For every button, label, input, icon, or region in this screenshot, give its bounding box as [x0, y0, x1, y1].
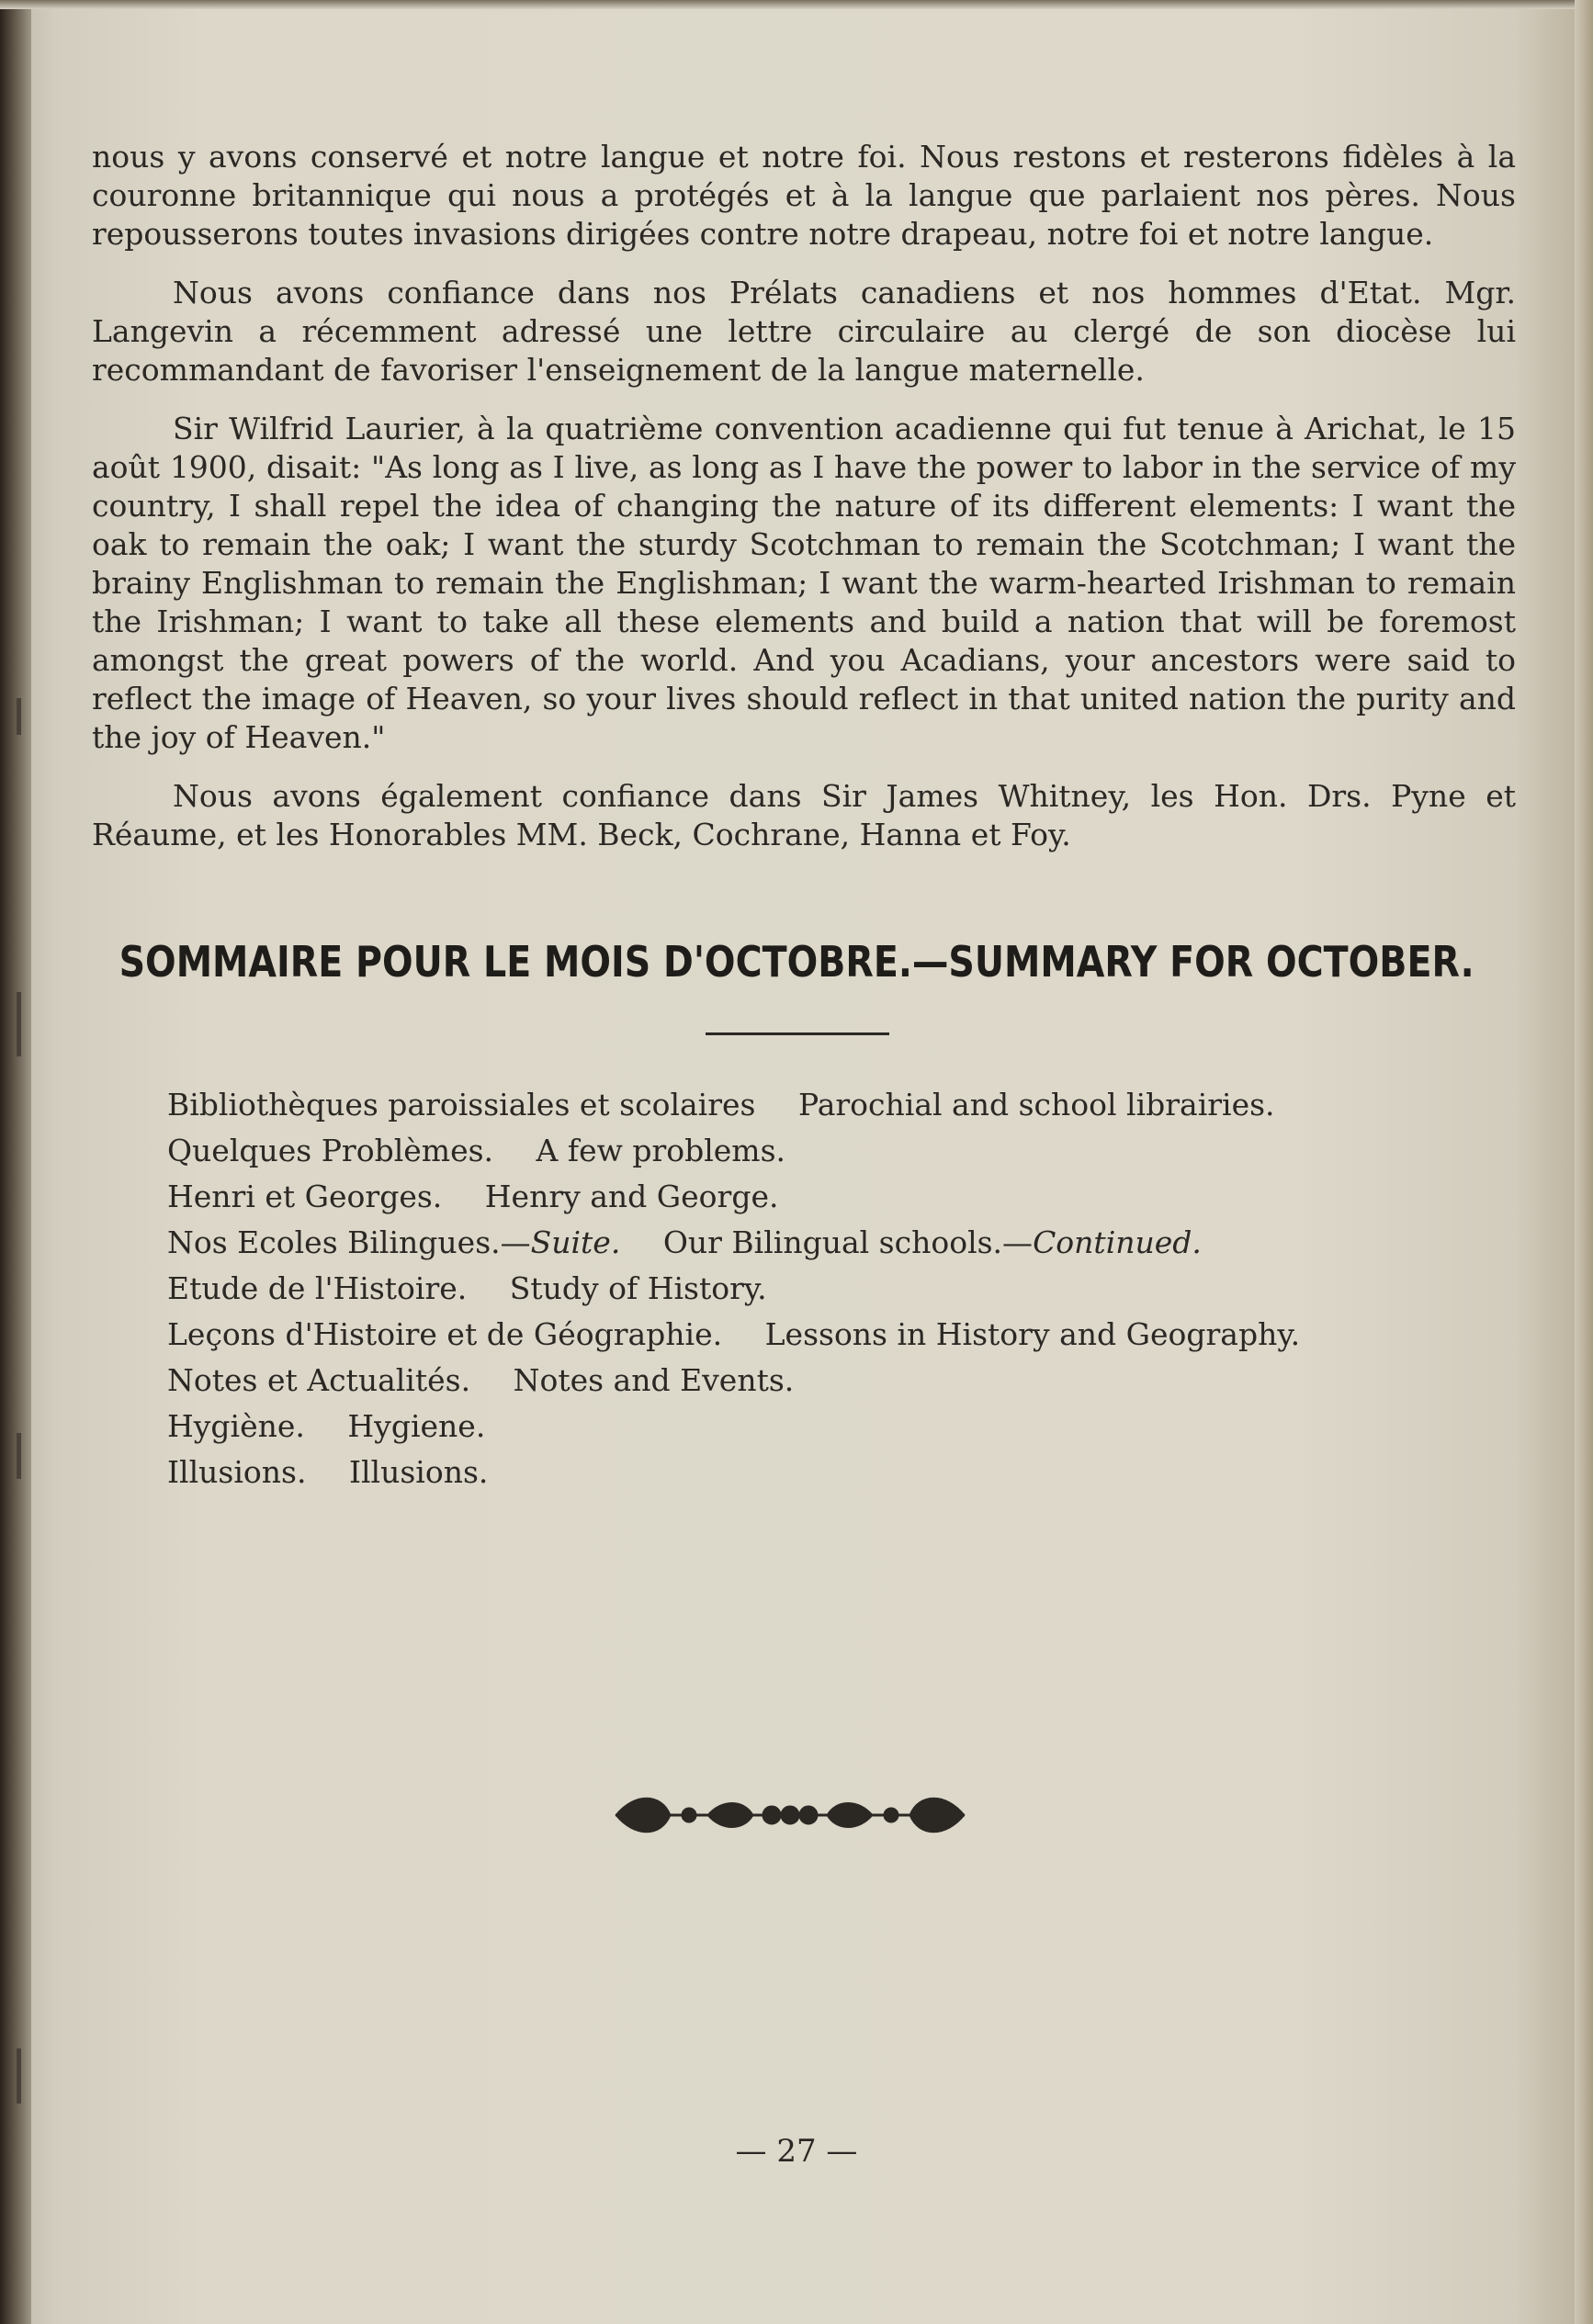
body-text: [92, 138, 1516, 874]
summary-item-fr: Notes et Actualités.: [167, 1362, 471, 1398]
summary-item-en: Henry and George.: [484, 1179, 779, 1214]
summary-item-fr: Etude de l'Histoire.: [167, 1270, 468, 1306]
printer-ornament-icon: [606, 1788, 974, 1843]
summary-item-en: A few problems.: [536, 1133, 786, 1168]
page-top-edge: [0, 0, 1593, 9]
summary-item-en: Lessons in History and Geography.: [764, 1316, 1301, 1352]
summary-item-en: Parochial and school librairies.: [797, 1087, 1275, 1123]
summary-item-fr: Illusions.: [167, 1454, 307, 1490]
summary-item-fr: Leçons d'Histoire et de Géographie.: [167, 1316, 723, 1352]
paragraph: Sir Wilfrid Laurier, à la quatrième convention acadienne qui fut tenue à Arichat, le 15 août 1900, disait: "As long as I live, as long as I have the power to labor in the service of my country, I shall repel the idea of changing the nature of its different elements: I want the oak to remain the oak; I want the sturdy Scotchman to remain the Scotchman; I want the brainy Englishman to remain the Englishman; I want the warm-hearted Irishman to remain the Irishman; I want to take all these elements and build a nation that will be foremost amongst the great powers of the world. And you Acadians, your ancestors were said to reflect the image of Heaven, so your lives should reflect in that united nation the purity and the joy of Heaven.": [92, 411, 1516, 755]
summary-item-en: Illusions.: [348, 1454, 489, 1490]
title-rule: [706, 1032, 889, 1035]
margin-mark: [17, 992, 21, 1056]
summary-item-fr: Henri et Georges.: [167, 1179, 443, 1214]
summary-item-fr: Quelques Problèmes.: [167, 1133, 494, 1168]
summary-item: [167, 1174, 1499, 1220]
summary-item: [167, 1404, 1499, 1450]
summary-item: [167, 1450, 1499, 1495]
summary-item-fr: Nos Ecoles Bilingues.—Suite.: [167, 1224, 621, 1260]
page-right-edge: [1575, 0, 1593, 2324]
paragraph: Nous avons confiance dans nos Prélats canadiens et nos hommes d'Etat. Mgr. Langevin a récemment adressé une lettre circulaire au clergé de son diocèse lui recommandant de favoriser l'enseignement de la langue maternelle.: [92, 275, 1516, 388]
summary-item: [167, 1358, 1499, 1404]
summary-item-en: Study of History.: [509, 1270, 767, 1306]
summary-item-en: Hygiene.: [347, 1408, 486, 1444]
summary-item-fr: Hygiène.: [167, 1408, 305, 1444]
paragraph: nous y avons conservé et notre langue et notre foi. Nous restons et resterons fidèles à la couronne britannique qui nous a protégés et à la langue que parlaient nos pères. Nous repousserons toutes invasions dirigées contre notre drapeau, notre foi et notre langue.: [92, 139, 1516, 252]
margin-mark: [17, 698, 21, 735]
summary-item: [167, 1220, 1499, 1266]
summary-item: [167, 1082, 1499, 1128]
page-number: — 27 —: [735, 2133, 858, 2170]
summary-list: [167, 1082, 1499, 1495]
summary-item: [167, 1128, 1499, 1174]
summary-item-en: Notes and Events.: [513, 1362, 795, 1398]
margin-mark: [17, 2048, 21, 2104]
margin-mark: [17, 1433, 21, 1479]
summary-title: SOMMAIRE POUR LE MOIS D'OCTOBRE.—SUMMARY FOR OCTOBER.: [119, 937, 1474, 987]
paragraph: Nous avons également confiance dans Sir James Whitney, les Hon. Drs. Pyne et Réaume, et les Honorables MM. Beck, Cochrane, Hanna et Foy.: [92, 778, 1516, 852]
page-binding: [0, 0, 31, 2324]
summary-item: [167, 1266, 1499, 1312]
summary-item: [167, 1312, 1499, 1358]
summary-item-fr: Bibliothèques paroissiales et scolaires: [167, 1087, 756, 1123]
summary-item-en: Our Bilingual schools.—Continued.: [662, 1224, 1202, 1260]
